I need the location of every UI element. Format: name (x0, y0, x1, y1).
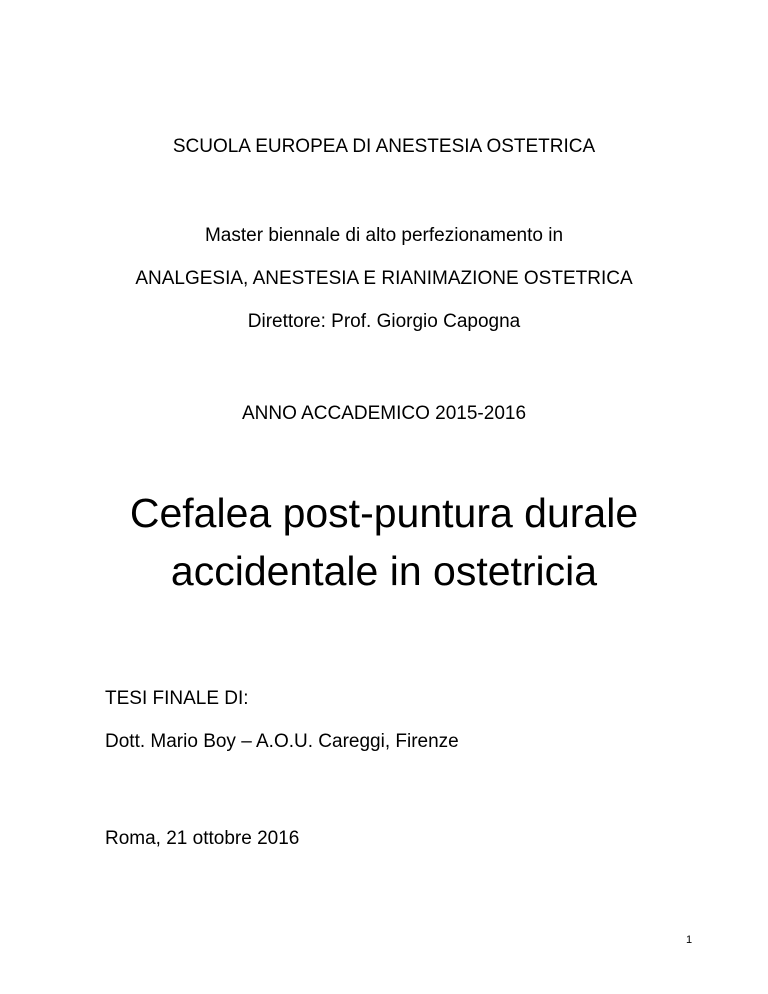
thesis-label: TESI FINALE DI: (105, 688, 249, 709)
school-name: SCUOLA EUROPEA DI ANESTESIA OSTETRICA (172, 136, 596, 157)
academic-year: ANNO ACCADEMICO 2015-2016 (241, 403, 527, 424)
thesis-title-line-2: accidentale in ostetricia (170, 548, 598, 594)
page-number: 1 (686, 934, 693, 946)
place-date: Roma, 21 ottobre 2016 (105, 828, 300, 849)
thesis-title-line-1: Cefalea post-puntura durale (129, 490, 639, 536)
master-line-2: ANALGESIA, ANESTESIA E RIANIMAZIONE OSTETRICA (135, 268, 633, 289)
master-line-1: Master biennale di alto perfezionamento in (204, 225, 564, 246)
director: Direttore: Prof. Giorgio Capogna (247, 311, 521, 332)
author: Dott. Mario Boy – A.O.U. Careggi, Firenze (105, 731, 459, 752)
